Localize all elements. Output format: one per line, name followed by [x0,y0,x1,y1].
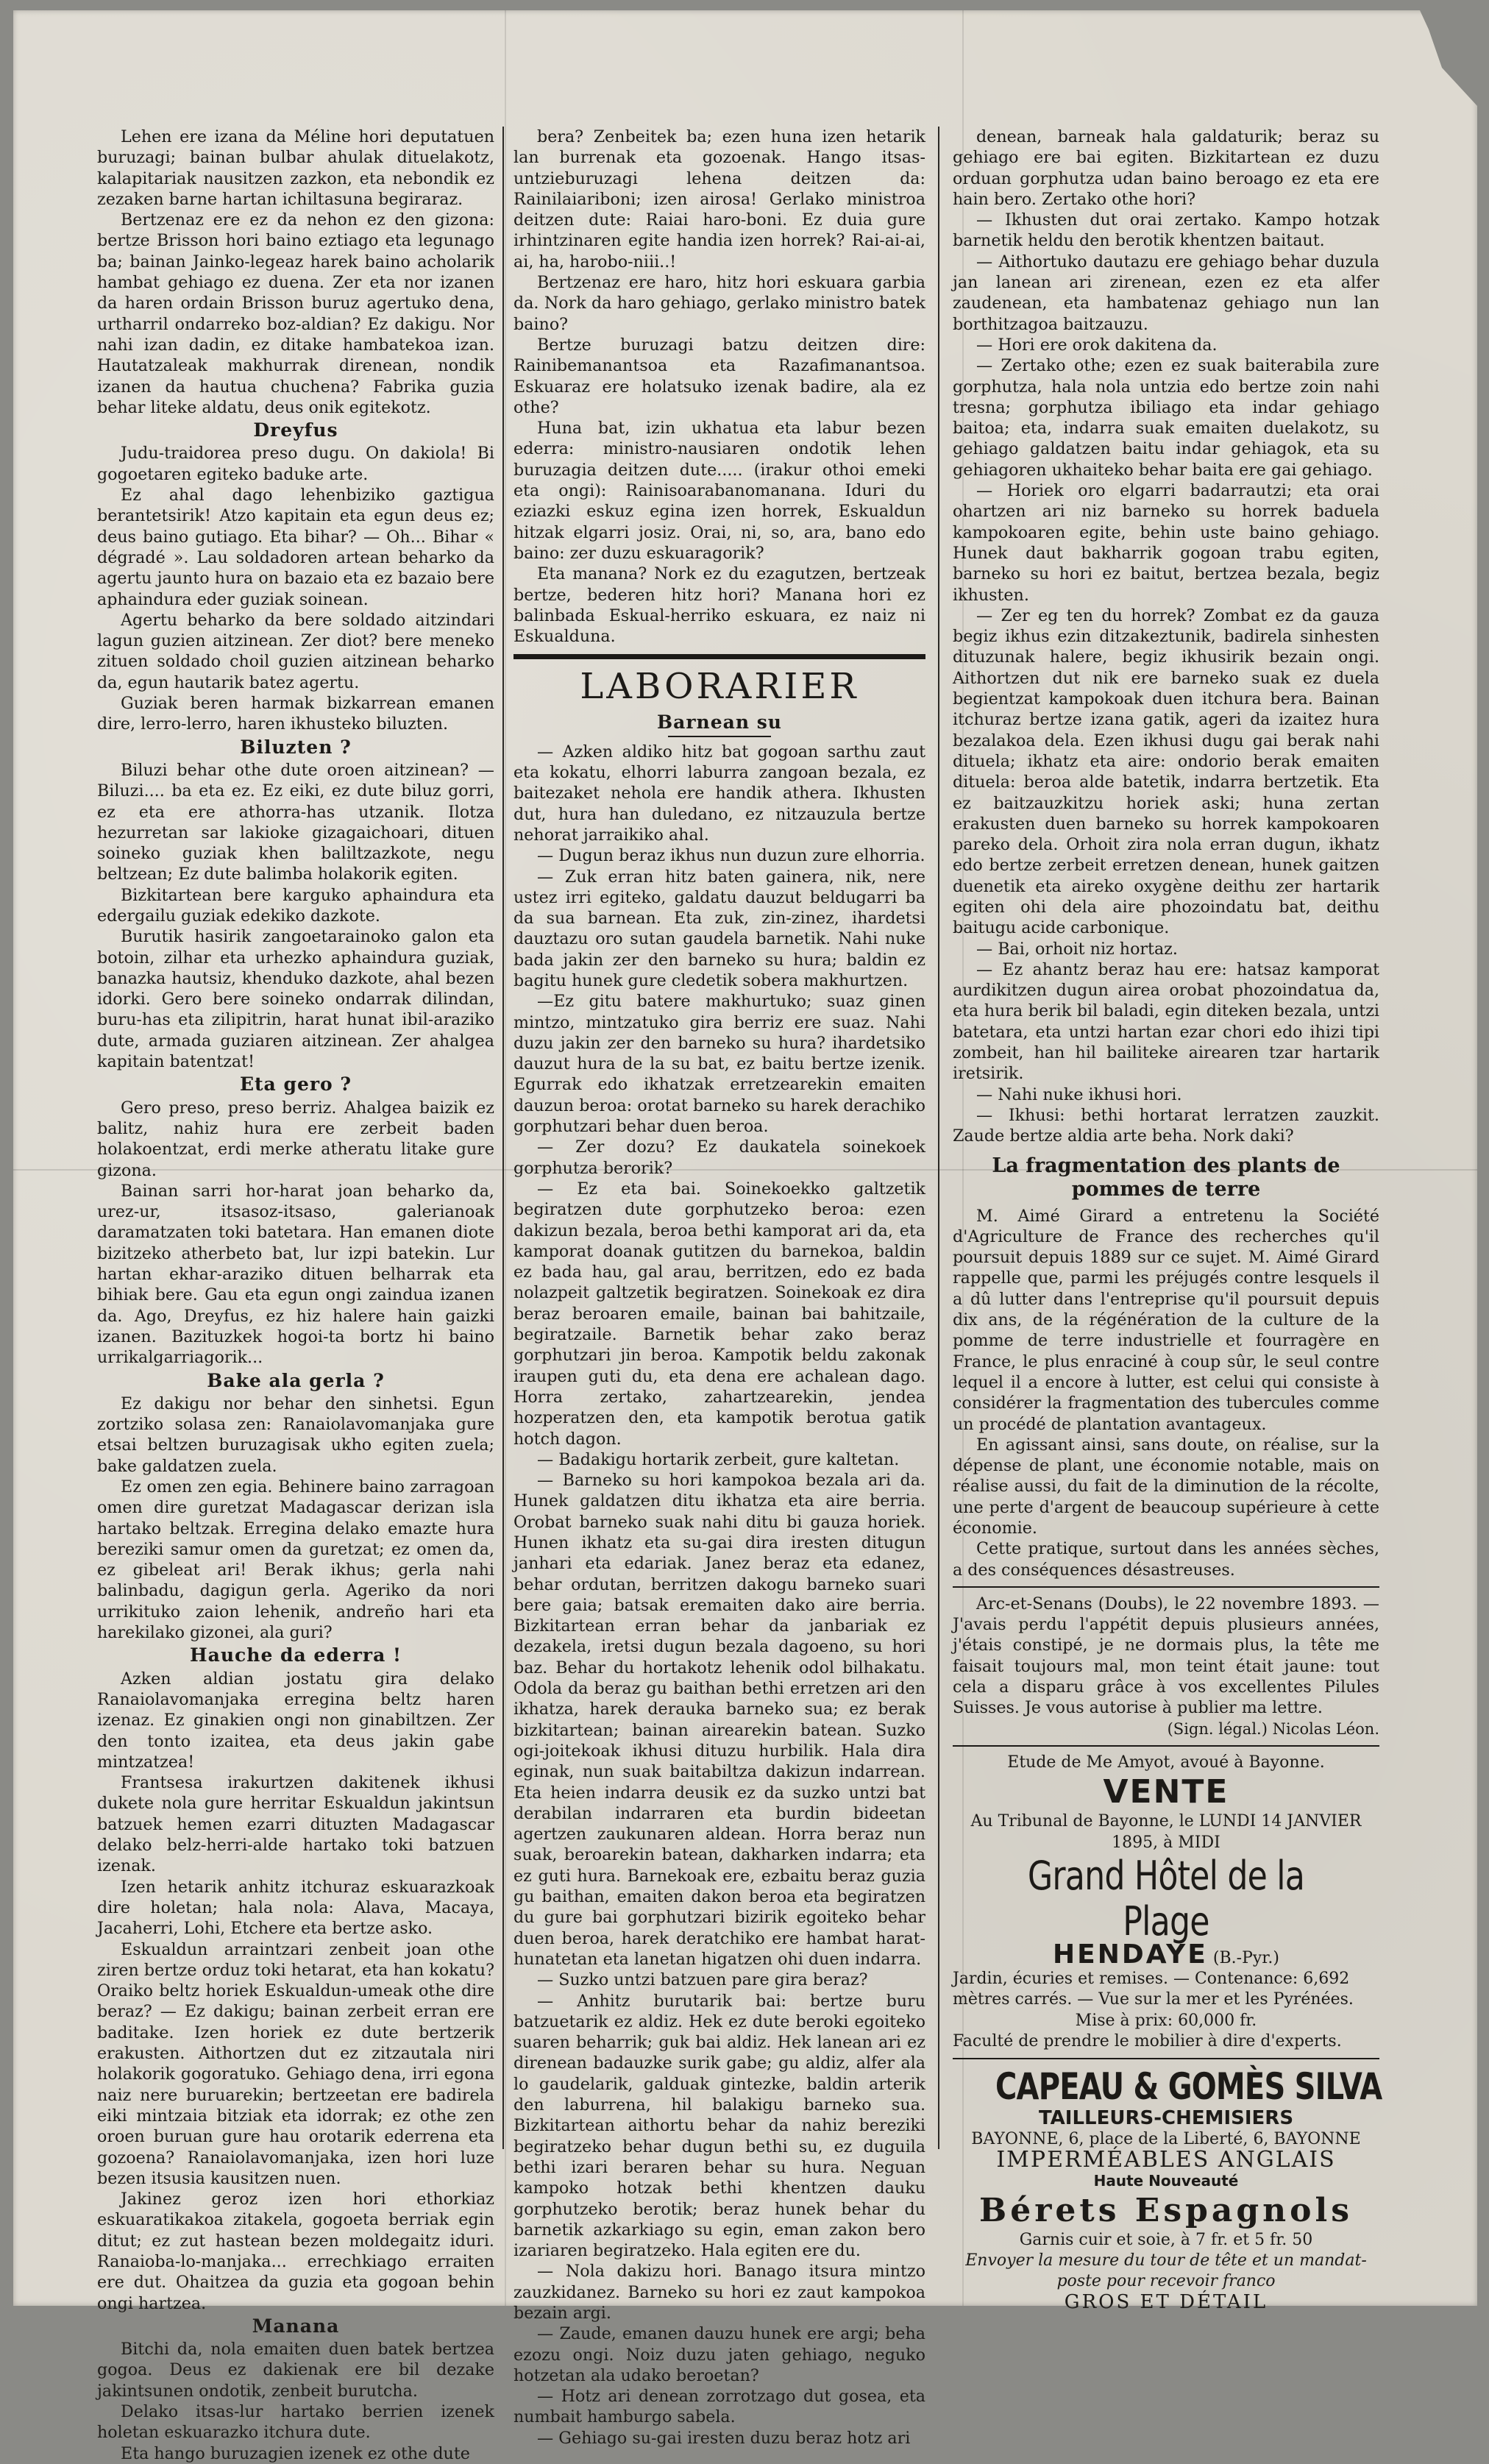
ad-address: BAYONNE, 6, place de la Liberté, 6, BAYONNE [953,2129,1379,2150]
paragraph: M. Aimé Girard a entretenu la Société d'Agriculture de France des recherches qu'il poursuit depuis 1889 sur ce sujet. M. Aimé Girard rappelle que, parmi les préjugés contre lesquels il a dû lutter dans l'entreprise qu'il poursuit depuis dix ans, de la régénération de la culture de la pomme de terre industrielle et fourragère en France, le plus enraciné à coup sûr, le seul contre lequel il a encore à lutter, est celui qui consiste à considérer la fragmentation des tubercules comme un procédé de plantation avantageux. [953,1206,1379,1435]
tailor-advertisement [953,2065,1379,2312]
ad-headline: VENTE [953,1773,1379,1811]
paragraph: Cette pratique, surtout dans les années sèches, a des conséquences désastreuses. [953,1538,1379,1580]
paragraph: — Ikhusten dut orai zertako. Kampo hotzak barnetik heldu den berotik khentzen baitaut. [953,210,1379,252]
ad-line [953,1945,1379,1969]
section-divider [953,1745,1379,1747]
ad-line: IMPERMÉABLES ANGLAIS [953,2150,1379,2170]
paragraph: — Badakigu hortarik zerbeit, gure kaltetan. [513,1449,925,1470]
ad-line: Garnis cuir et soie, à 7 fr. et 5 fr. 50 [953,2230,1379,2251]
paragraph: Ez omen zen egia. Behinere baino zarragoan omen dire guretzat Madagascar derizan isla hartako beltzak. Erregina delako emazte hura bereziki samur omen da guretzat; ez omen da, ez gibeleat ari! Berak ikhus; gerla nahi balinbadu, dagigun gerla. Ageriko da nori urrikituko zaion lehenik, andreño hari eta harekilako gizonei, ala guri? [97,1477,494,1643]
paragraph: Delako itsas-lur hartako berrien izenek holetan eskuarazko itchura dute. [97,2401,494,2443]
paragraph: — Anhitz burutarik bai: bertze buru batzuetarik ez aldiz. Hek ez dute beroki egoiteko suaren beharrik; guk bai aldiz. Hek lanean ari ez direnean badauzke surik gabe; gu aldiz, alfer ala lo gaudelarik, galduak gintezke, baldin arterik den laburrena, hil balakigu barneko sua. Bizkitartean aithortu behar da nahiz bereziki begiratzeko behar dugun bethi su, ez duguila bethi izari beraren behar su hura. Neguan kampoko hotzak bethi khentzen dauku gorphutzeko berotik; beraz hunek behar du barnetik azkarkiago su egin, eman zakon bero izariaren begiratzeko. Hala egiten ere du. [513,1991,925,2262]
paragraph: — Ez ahantz beraz hau ere: hatsaz kamporat aurdikitzen dugun airea orobat phozoindatua da, eta hura berik bil baladi, egin diteken bezala, untzi batetara, eta untzi hartan ezar chori edo ihizi tipi zombeit, han hil bailiteke airearen tzar hartarik iretsirik. [953,959,1379,1084]
paragraph: — Hotz ari denean zorrotzago dut gosea, eta numbait hamburgo sabela. [513,2386,925,2428]
paragraph: — Zertako othe; ezen ez suak baiterabila zure gorphutza, hala nola untzia edo bertze zoin nahi tresna; gorphutza ibiliago eta indar gehiago baitoa; eta, indarra suak emaiten duelakotz, su gehiago galdatzen baitu indar gehiagok, eta su gehiagoren ukhaiteko behar baita ere gai gehiago. [953,355,1379,480]
paragraph: — Nola dakizu hori. Banago itsura mintzo zauzkidanez. Barneko su hori ez zaut kampokoa bezain argi. [513,2261,925,2323]
paragraph: — Zer eg ten du horrek? Zombat ez da gauza begiz ikhus ezin ditzakeztunik, badirela sinhesten dituzunak halere, begiz ikhusirik bezain ongi. Aithortzen dut nik ere barneko suak ez duela begientzat kampokoak duen itchura bera. Bainan itchuraz bertze izana gatik, ageri da izaitez hura bezalakoa dela. Ezen ikhusi dugu gai berak nahi dituela; ikhatz eta aire: ondorio berak emaiten dituela: beroa alde batetik, indarra bertzetik. Eta ez baitzauzkitzu horiek aski; huna zertan erakusten duen barneko su horrek kampokoaren pareko dela. Orhoit zira nola erran dugun, ikhatz edo bertze zerbeit erretzen denean, hunek gaitzen duenetik eta aireko oxygène deithu zer hartarik egiten ohi dela aire phozoindatu bat, deithu baitugu acide carbonique. [953,606,1379,939]
paragraph: Bertzenaz ere haro, hitz hori eskuara garbia da. Nork da haro gehiago, gerlako ministro batek baino? [513,272,925,335]
ad-line: Haute Nouveauté [953,2170,1379,2191]
ad-line: GROS ET DÉTAIL [953,2292,1379,2312]
paragraph: Huna bat, izin ukhatua eta labur bezen ederra: ministro-nausiaren ondotik lehen buruzagia deitzen dute..... (irakur othoi emeki eta ongi): Rainisoarabanomanana. Iduri du eziazki eskuz egina izen horrek, Eskualdun hitzak elgarri josiz. Orai, ni, so, ara, bano edo baino: zer duzu eskuaragorik? [513,418,925,564]
testimonial-signature: (Sign. légal.) Nicolas Léon. [953,1719,1379,1739]
ad-headline: Bérets Espagnols [953,2192,1379,2230]
paragraph: Izen hetarik anhitz itchuraz eskuarazkoak dire holetan; hala nola: Alava, Macaya, Jacaherri, Lohi, Etchere eta bertze asko. [97,1877,494,1939]
paragraph: — Ez eta bai. Soinekoekko galtzetik begiratzen dute gorphutzeko beroa: ezen dakizun bezala, beroa bethi kamporat ari da, eta kamporat doanak gutitzen du barnekoa, baldin ez bada hau, gal arau, berritzen, edo ez bada nolazpeit galtzetik begiratzen. Soinekoak ez dira beraz beroaren emaile, bainan bai bahitzaile, begiratzaile. Barnetik behar zako beraz gorphutzari jin beroa. Kampotik beldu zakonak iraupen guti du, eta dena ere achalean dago. Horra zertako, zahartzearekin, jendea hozperatzen den, eta kampotik berotua gatik hotch dagon. [513,1179,925,1449]
paragraph: bera? Zenbeitek ba; ezen huna izen hetarik lan burrenak eta gozoenak. Hango itsas-untzieburuzagi lehena deitzen da: Rainilaiariboni; izen airosa! Gerlako ministroa deitzen dute: Raiai haro-boni. Ez duia gure irhintzinaren egite handia izen horrek? Rai-ai-ai, ai, ha, harobo-niii..! [513,127,925,272]
paragraph: — Bai, orhoit niz hortaz. [953,939,1379,959]
ad-place-note: (B.-Pyr.) [1213,1949,1279,1967]
ad-line: Au Tribunal de Bayonne, le LUNDI 14 JANVIER 1895, à MIDI [953,1811,1379,1853]
ad-headline: Grand Hôtel de la Plage [991,1853,1341,1945]
section-heading: Dreyfus [97,420,494,441]
paragraph: —Ez gitu batere makhurtuko; suaz ginen mintzo, mintzatuko gira berriz ere suaz. Nahi duzu jakin zer den barneko su hura? ihardetsiko dauzut hura de la su bat, ez baitu bertze izenik. Egurrak edo ikhatzak erretzearekin emaiten dauzun beroa: orotat barneko su harek derachiko gorphutzari behar duen beroa. [513,991,925,1137]
paragraph: Bainan sarri hor-harat joan beharko da, urez-ur, itsasoz-itsaso, galerianoak daramatzaten toki batetara. Han emanen diote bizitzeko atherbeto bat, lur izpi batekin. Lur hartan ekhar-araziko dituen belharrak eta bihiak bere. Gau eta egun ongi zaindua izanen da. Ago, Dreyfus, ez hiz halere hain gaizki izanen. Bazituzkek hogoi-ta bortz hi baino urrikalgarriagorik... [97,1181,494,1368]
section-divider [513,654,925,659]
section-divider [953,2058,1379,2059]
paragraph: — Barneko su hori kampokoa bezala ari da. Hunek galdatzen ditu ikhatza eta aire berria. Orobat barneko suak nahi ditu bi gauza horiek. Hunen ikhatz eta su-gai dira iresten ditugun janhari eta edariak. Janez beraz eta edanez, behar ordutan, berritzen dakogu barneko suari bere gaia; batsak eremaiten dako aire berria. Bizkitartean erran behar da janbariak ez dezakela, iretsi dugun bezala dagoeno, su hori baz. Behar du hortakotz lehenik odol bilhakatu. Odola da beraz gu baithan bethi erretzen ari den ikhatza, harek derauka barneko sua; ez berak bizkitartean; bainan airearekin batean. Suzko ogi-joitekoak ikhusi dituzu hurbilik. Hala dira eginak, nun suak baitabiltza dakizun indarrean. Eta heien indarra deusik ez da suzko untzi bat derabilan indarraren eta burdin bideetan agertzen zaukunaren aldean. Horra beraz nun suak, beroarekin batean, dakharken indarra; eta ez guti hura. Barnekoak ere, ezbaitu beraz guzia gu baithan, emaiten dakon beroa eta begiratzen du gure bai gorphutzari bizirik egoiteko behar duen beroa, harek deratchiko ere hambat harat-hunatetan eta lanetan higatzen ohi duen indarra. [513,1470,925,1970]
paragraph: Azken aldian jostatu gira delako Ranaiolavomanjaka erregina beltz haren izenaz. Ez ginakien ongi non ginabiltzen. Zer den tonto izaitea, eta deus jakin gabe mintzatzea! [97,1669,494,1772]
section-heading: Manana [97,2316,494,2337]
paragraph: Eta manana? Nork ez du ezagutzen, bertzeak bertze, bederen hitz hori? Manana hori ez balinbada Eskual-herriko eskuara, ez naiz ni Eskualduna. [513,564,925,647]
paragraph: Biluzi behar othe dute oroen aitzinean? — Biluzi.... ba eta ez. Ez eiki, ez dute biluz gorri, ez eta ere athorra-has utzanik. Ilotza hezurretan sar lakioke gizagaichoari, dituen soineko guziak khen baliltzazkote, negu beltzean; Ez dute balimba holakorik egiten. [97,760,494,885]
section-divider [953,1586,1379,1588]
paragraph: Jakinez geroz izen hori ethorkiaz eskuaratikakoa zitakela, gogoeta berriak egin ditut; ez zut hastean bezen moldegaitz iduri. Ranaioba-lo-manjaka... errechkiago erraiten ere dut. Ohaitzea da guzia eta gogoan behin ongi hartzea. [97,2189,494,2314]
column-rule [502,127,504,2149]
paragraph: Judu-traidorea preso dugu. On dakiola! Bi gogoetaren egiteko baduke arte. [97,443,494,485]
paragraph: — Zuk erran hitz baten gainera, nik, nere ustez irri egiteko, galdatu dauzut beldugarri ba da sua barnean. Eta zuk, zin-zinez, ihardetsi dauztazu oro sutan gaudela barnetik. Nahi nuke bada jakin zer den barneko su hura; baldin ez bagitu hunek gure cledetik sobera makhurtzen. [513,867,925,992]
testimonial: Arc-et-Senans (Doubs), le 22 novembre 1893. — J'avais perdu l'appétit depuis plusieurs années, j'étais constipé, je ne dormais plus, la tête me faisait toujours mal, mon teint était jaune: tout cela a disparu grâce à vos excellentes Pilules Suisses. Je vous autorise à publier ma lettre. [953,1594,1379,1719]
paragraph: denean, barneak hala galdaturik; beraz su gehiago ere bai egiten. Bizkitartean ez duzu orduan gorphutza udan baino beroago ez eta ere hain bero. Zertako othe hori? [953,127,1379,210]
paragraph: Frantsesa irakurtzen dakitenek ikhusi dukete nola gure herritar Eskualdun jakintsun batzuek hemen ezarri dituzten Madagascar delako belz-herri-alde hartako toki batzuen izenak. [97,1772,494,1876]
subtitle-underline [668,736,771,737]
paragraph: — Horiek oro elgarri badarrautzi; eta orai ohartzen ari niz barneko su horrek baduela kampokoaren egite, behin uste baino gehiago. Hunek daut bakharrik gogoan trabu egiten, barneko su hori ez baitut, bertzea bezala, begiz ikhusten. [953,480,1379,606]
section-heading: Hauche da ederra ! [97,1645,494,1666]
torn-corner [1389,10,1477,106]
ad-line: Jardin, écuries et remises. — Contenance: 6,692 mètres carrés. — Vue sur la mer et les Pyrénées. [953,1969,1379,2011]
article-subtitle: Barnean su [513,712,925,733]
ad-headline: CAPEAU & GOMÈS SILVA [995,2065,1337,2108]
ad-line: Faculté de prendre le mobilier à dire d'experts. [953,2031,1379,2052]
paragraph: Gero preso, preso berriz. Ahalgea baizik ez balitz, nahiz hura ere zerbeit baden holakoentzat, erdi merke atheratu litake gure gizona. [97,1098,494,1181]
paragraph: — Aithortuko dautazu ere gehiago behar duzula jan lanean ari zirenean, ezen ez eta alfer zaudenean, eta hambatenaz gehiago nun lan borthitzagoa baitzauzu. [953,252,1379,335]
paragraph: — Nahi nuke ikhusi hori. [953,1084,1379,1105]
column-2 [513,127,925,2449]
column-rule [938,127,939,2149]
paragraph: Ez dakigu nor behar den sinhetsi. Egun zortziko solasa zen: Ranaiolavomanjaka gure etsai beltzen buruzagisak ukho egiten zuela; bake galdatzen zuela. [97,1393,494,1477]
column-3 [953,127,1379,2313]
column-1 [97,127,494,2464]
paragraph: — Hori ere orok dakitena da. [953,335,1379,355]
paragraph: Guziak beren harmak bizkarrean emanen dire, lerro-lerro, haren ikhusteko biluzten. [97,693,494,735]
sale-advertisement [953,1753,1379,2052]
paragraph: Lehen ere izana da Méline hori deputatuen buruzagi; bainan bulbar ahulak dituelakotz, kalapitariak nausitzen zazkon, eta nebondik ez zezaken barne hartan ichiltasuna begiraraz. [97,127,494,210]
paragraph: — Gehiago su-gai iresten duzu beraz hotz ari [513,2428,925,2449]
ad-place: HENDAYE [1053,1939,1208,1970]
paragraph: Burutik hasirik zangoetarainoko galon eta botoin, zilhar eta urhezko aphaindura guziak, banazka hautsiz, khenduko dazkote, ahal bezen idorki. Gero bere soineko ondarrak dilindan, buru-has eta zilipitrin, harat hunat ibil-araziko dute, armada guziaren aitzinean. Zer ahalgea kapitain batentzat! [97,926,494,1072]
paragraph: Bitchi da, nola emaiten duen batek bertzea gogoa. Deus ez dakienak ere bil dezake jakintsunen ondotik, zenbeit burutcha. [97,2339,494,2401]
paragraph: Ez ahal dago lehenbiziko gaztigua berantetsirik! Atzo kapitain eta egun deus ez; deus baino gutiago. Eta bihar? — Oh... Bihar « dégradé ». Lau soldadoren artean beharko da agertu jaunto hura on bazaio eta ez bazaio bere aphaindura eder guziak soinean. [97,485,494,610]
paragraph: — Zer dozu? Ez daukatela soinekoek gorphutza berorik? [513,1137,925,1179]
paragraph: Eta hango buruzagien izenek ez othe dute [97,2443,494,2464]
paragraph: — Dugun beraz ikhus nun duzun zure elhorria. [513,845,925,866]
ad-subheadline: TAILLEURS-CHEMISIERS [953,2108,1379,2129]
ad-price: Mise à prix: 60,000 fr. [953,2011,1379,2031]
paragraph: En agissant ainsi, sans doute, on réalise, sur la dépense de plant, une économie notable, mais on réalise aussi, du fait de la diminution de la récolte, une perte d'argent de beaucoup supérieure à cette économie. [953,1435,1379,1538]
section-heading: Eta gero ? [97,1074,494,1095]
paragraph: Agertu beharko da bere soldado aitzindari lagun guzien aitzinean. Zer diot? bere meneko zituen soldado choil guzien aitzinean beharko da, egun hautarik batez agertu. [97,610,494,693]
paragraph: — Azken aldiko hitz bat gogoan sarthu zaut eta kokatu, elhorri laburra zangoan bezala, ez baitezaket nehola ere handik athera. Ikhusten dut, hura han duledano, ez nitzauzula bertze nehorat jarraikiko ahal. [513,742,925,845]
paragraph: Bizkitartean bere karguko aphaindura eta edergailu guziak edekiko dazkote. [97,885,494,927]
paragraph: — Zaude, emanen dauzu hunek ere argi; beha ezozu ongi. Noiz duzu jaten gehiago, neguko hotzetan ala udako beroetan? [513,2323,925,2386]
ad-line: Etude de Me Amyot, avoué à Bayonne. [953,1753,1379,1773]
paragraph: Bertzenaz ere ez da nehon ez den gizona: bertze Brisson hori baino eztiago eta legunago ba; bainan Jainko-legeaz harek baino acholarik hambat gehiago ez duena. Zer eta nor izanen da haren ordain Brisson buruz agertuko dena, urtharril ondarreko boz-aldian? Ez dakigu. Nor nahi izan dadin, ez ditake hambatekoa izan. Hautatzaleak makhurrak direnean, nondik izanen da hautua chuchena? Fabrika guzia behar liteke aldatu, deus onik egitekotz. [97,210,494,418]
fold-line [505,10,506,2306]
paragraph: Eskualdun arraintzari zenbeit joan othe ziren bertze orduz toki hetarat, eta han kokatu? Oraiko beltz horiek Eskualdun-umeak othe dire beraz? — Ez dakigu; bainan zerbeit erran ere baditake. Izen horiek ez dute bertzerik erakusten. Aithortzen dut ez zitzautala niri holakorik gogoratuko. Gehiago dena, irri egona naiz nere buruarekin; bertzeetan ere badirela eiki mintzaia bitziak eta idorrak; ez othe zen oroen buruan gure hau orotarik ederrena eta gozoena? Ranaiolavomanjaka, izen hori luze bezen itsusia kausitzen nuen. [97,1939,494,2190]
article-title: LABORARIER [513,667,925,706]
paragraph: — Ikhusi: bethi hortarat lerratzen zauzkit. Zaude bertze aldia arte beha. Nork daki? [953,1105,1379,1147]
section-heading: Bake ala gerla ? [97,1371,494,1391]
paragraph: Bertze buruzagi batzu deitzen dire: Rainibemanantsoa eta Razafimanantsoa. Eskuaraz ere holatsuko izenak badire, ala ez othe? [513,335,925,418]
section-heading: Biluzten ? [97,737,494,758]
article-title: La fragmentation des plants de pommes de terre [953,1154,1379,1201]
ad-line: Envoyer la mesure du tour de tête et un mandat-poste pour recevoir franco [953,2251,1379,2293]
paragraph: — Suzko untzi batzuen pare gira beraz? [513,1970,925,1990]
